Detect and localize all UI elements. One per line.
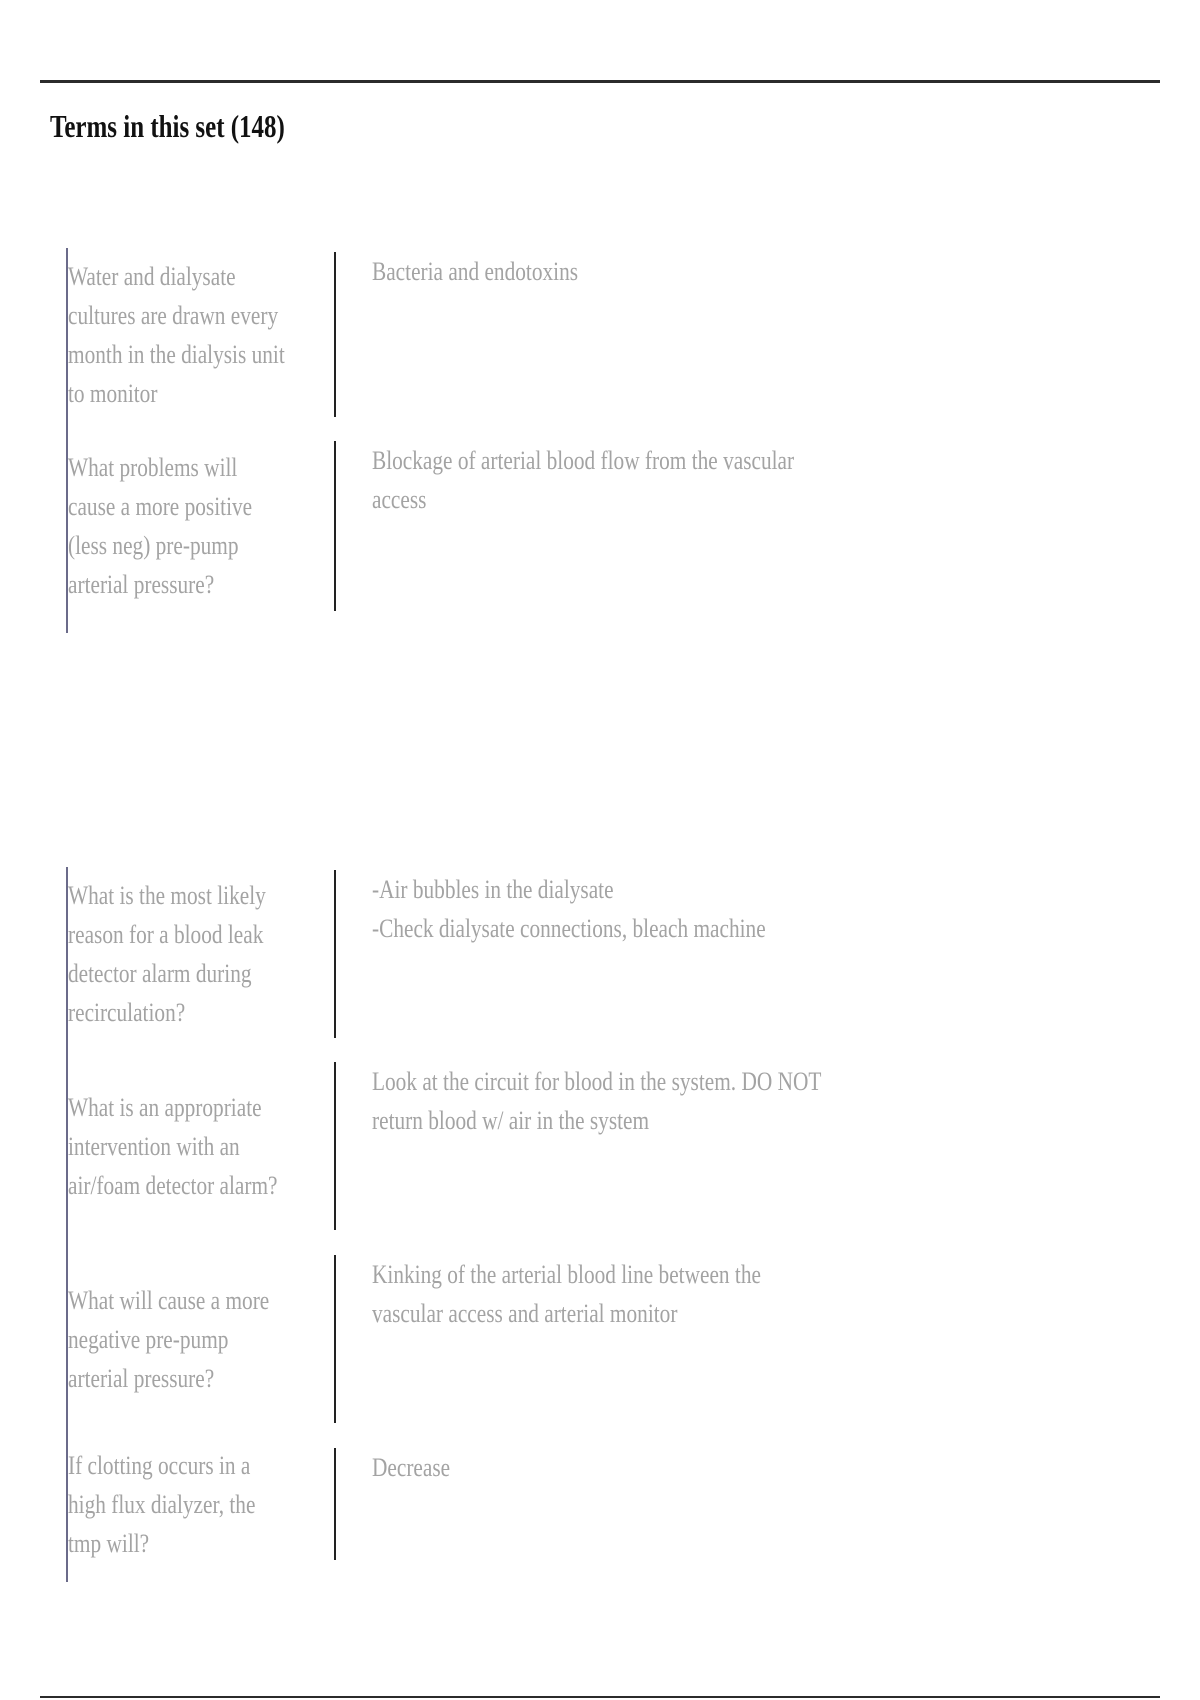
card-group [66,867,1068,1582]
flashcard-definition: Bacteria and endotoxins [372,257,579,286]
flashcard-term: What is the most likely reason for a blood leak detector alarm during recirculation? [68,870,336,1038]
flashcard-definition: Blockage of arterial blood flow from the vascular access [372,446,795,514]
top-divider [40,80,1160,83]
flashcard-term: Water and dialysate cultures are drawn every month in the dialysis unit to monitor [68,252,336,417]
flashcard-definition: Kinking of the arterial blood line between the vascular access and arterial monitor [372,1260,761,1328]
flashcard-term: What is an appropriate intervention with an air/foam detector alarm? [68,1062,336,1230]
card-group [66,248,1068,633]
flashcard-definition: Look at the circuit for blood in the system. DO NOT return blood w/ air in the system [372,1067,822,1135]
flashcard-term: What problems will cause a more positive (less neg) pre-pump arterial pressure? [68,441,336,611]
bottom-divider [40,1696,1160,1698]
flashcard-term: What will cause a more negative pre-pump arterial pressure? [68,1255,336,1423]
flashcard-term: If clotting occurs in a high flux dialyzer, the tmp will? [68,1448,336,1560]
flashcard-definition: -Air bubbles in the dialysate -Check dialysate connections, bleach machine [372,875,766,943]
page-title: Terms in this set (148) [50,108,285,144]
flashcard-definition: Decrease [372,1453,451,1482]
